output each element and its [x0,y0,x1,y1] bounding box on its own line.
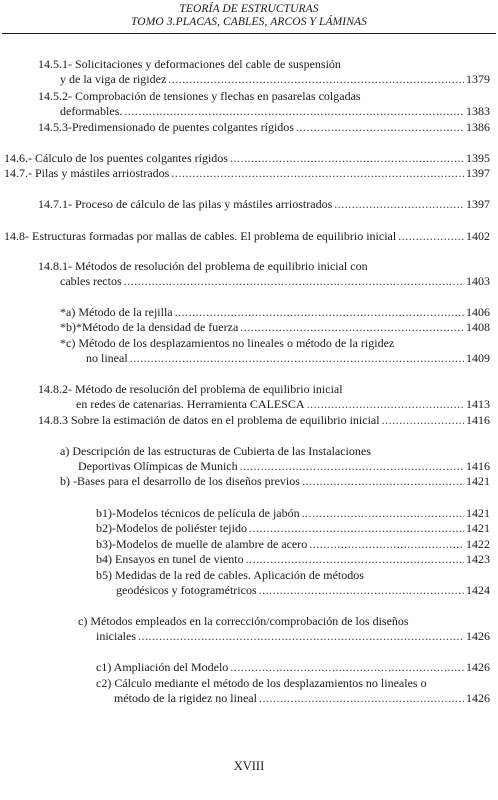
toc-page-number: 1397 [466,166,490,180]
toc-page-number: 1416 [466,413,490,427]
toc-page-number: 1397 [466,197,490,211]
toc-entry-title: no lineal [86,351,128,365]
toc-entry [4,151,490,166]
toc-entry-title: y de la viga de rigidez [60,72,167,86]
toc-page-number: 1379 [466,72,490,86]
toc-entry-title: iniciales [96,629,136,643]
toc-entry-title: 14.6.- Cálculo de los puentes colgantes rígidos [4,151,228,165]
toc-entry-title: a) Descripción de las estructuras de Cubierta de las Instalaciones [60,444,371,458]
toc-page-number: 1409 [466,351,490,365]
toc-page-number: 1422 [466,537,490,551]
toc-entry-title: 14.5.2- Comprobación de tensiones y flechas en pasarelas colgadas [38,89,361,103]
toc-entry [38,413,490,428]
leader-dots [138,629,464,644]
leader-dots [240,459,464,474]
toc-page-number: 1386 [466,120,490,134]
toc-page-number: 1413 [466,397,490,411]
toc-entry [96,660,490,675]
toc-entry-title: b2)-Modelos de poliéster tejido [96,521,247,535]
leader-dots [398,229,464,244]
toc-entry [38,89,490,119]
leader-dots [296,120,464,135]
toc-entry [38,120,490,135]
toc-entry [4,229,490,244]
toc-entry-title: 14.8.1- Métodos de resolución del problema de equilibrio inicial con [38,259,368,273]
toc-page-number: 1423 [466,552,490,566]
leader-dots [302,474,464,489]
leader-dots [382,413,464,428]
toc-entry [60,320,490,335]
toc-page-number: 1426 [466,691,490,705]
volume-title: TOMO 3.PLACAS, CABLES, ARCOS Y LÁMINAS [131,16,367,28]
leader-dots [240,320,464,335]
toc-entry-title: *b)*Método de la densidad de fuerza [60,320,239,334]
leader-dots [230,151,464,166]
toc-page-number: 1421 [466,474,490,488]
leader-dots [171,166,464,181]
toc-entry [96,521,490,536]
toc-entry [60,305,490,320]
toc-entry-title: b4) Ensayos en tunel de viento [96,552,244,566]
toc-entry [60,444,490,474]
toc-entry [60,474,490,489]
toc-page-number: 1421 [466,506,490,520]
toc-entry-title: Deportivas Olímpicas de Munich [78,459,238,473]
toc-page-number: 1426 [466,629,490,643]
leader-dots [124,274,464,289]
toc-page-number: 1421 [466,521,490,535]
leader-dots [230,660,464,675]
leader-dots [130,351,464,366]
toc-entry-title: 14.8.3 Sobre la estimación de datos en el problema de equilibrio inicial [38,413,380,427]
toc-entry-title: 14.8- Estructuras formadas por mallas de cables. El problema de equilibrio inicial [4,229,397,243]
toc-entry [38,57,490,87]
toc-entry-title: b) -Bases para el desarrollo de los diseños previos [60,474,300,488]
leader-dots [168,72,464,87]
toc-page-number: 1408 [466,320,490,334]
toc-entry-title: c1) Ampliación del Modelo [96,660,229,674]
toc-entry-title: c2) Cálculo mediante el método de los desplazamientos no lineales o [96,676,427,690]
leader-dots [309,537,464,552]
toc-entry-title: método de la rigidez no lineal [114,691,257,705]
leader-dots [249,521,464,536]
toc-entry [38,382,490,412]
toc-page-number: 1383 [466,104,490,118]
toc-entry-title: deformables. [60,104,123,118]
toc-entry-title: cables rectos [60,274,122,288]
toc-entry [96,568,490,598]
leader-dots [307,397,464,412]
toc-entry [96,676,490,706]
leader-dots [175,305,464,320]
toc-entry-title: b3)-Modelos de muelle de alambre de acero [96,537,308,551]
toc-entry [96,552,490,567]
running-header [0,3,498,29]
toc-page-number: 1403 [466,274,490,288]
toc-entry-title: 14.5.1- Solicitaciones y deformaciones del cable de suspensión [38,57,341,71]
header-rule [2,33,496,34]
toc-entry [96,537,490,552]
leader-dots [259,583,464,598]
toc-entry-title: *a) Método de la rejilla [60,305,173,319]
toc-page-number: 1424 [466,583,490,597]
toc-entry-title: c) Métodos empleados en la corrección/comprobación de los diseños [78,614,409,628]
toc-entry-title: 14.7.1- Proceso de cálculo de las pilas y mástiles arriostrados [38,197,333,211]
toc-entry [60,336,490,366]
leader-dots [246,552,464,567]
toc-entry [78,614,490,644]
toc-entry-title: b5) Medidas de la red de cables. Aplicación de métodos [96,568,364,582]
leader-dots [334,197,464,212]
toc-entry-title: geodésicos y fotogramétricos [116,583,257,597]
toc-page-number: 1395 [466,151,490,165]
toc-entry [4,166,490,181]
toc-entry-title: *c) Método de los desplazamientos no lineales o método de la rigidez [60,336,395,350]
toc-entry [38,259,490,289]
toc-entry-title: 14.7.- Pilas y mástiles arriostrados [4,166,170,180]
leader-dots [259,691,464,706]
page-number-footer: XVIII [233,759,265,773]
toc-page-number: 1402 [466,229,490,243]
toc-entry-title: b1)-Modelos técnicos de película de jabón [96,506,300,520]
book-title: TEORÍA DE ESTRUCTURAS [179,3,319,15]
toc-entry-title: en redes de catenarias. Herramienta CALESCA [76,397,305,411]
toc-entry [96,506,490,521]
toc-entry-title: 14.5.3-Predimensionado de puentes colgantes rígidos [38,120,294,134]
leader-dots [302,506,464,521]
toc-entry [38,197,490,212]
toc-entry-title: 14.8.2- Método de resolución del problema de equilibrio inicial [38,382,343,396]
toc-page-number: 1426 [466,660,490,674]
toc-page-number: 1416 [466,459,490,473]
toc-page-number: 1406 [466,305,490,319]
leader-dots [124,104,464,119]
